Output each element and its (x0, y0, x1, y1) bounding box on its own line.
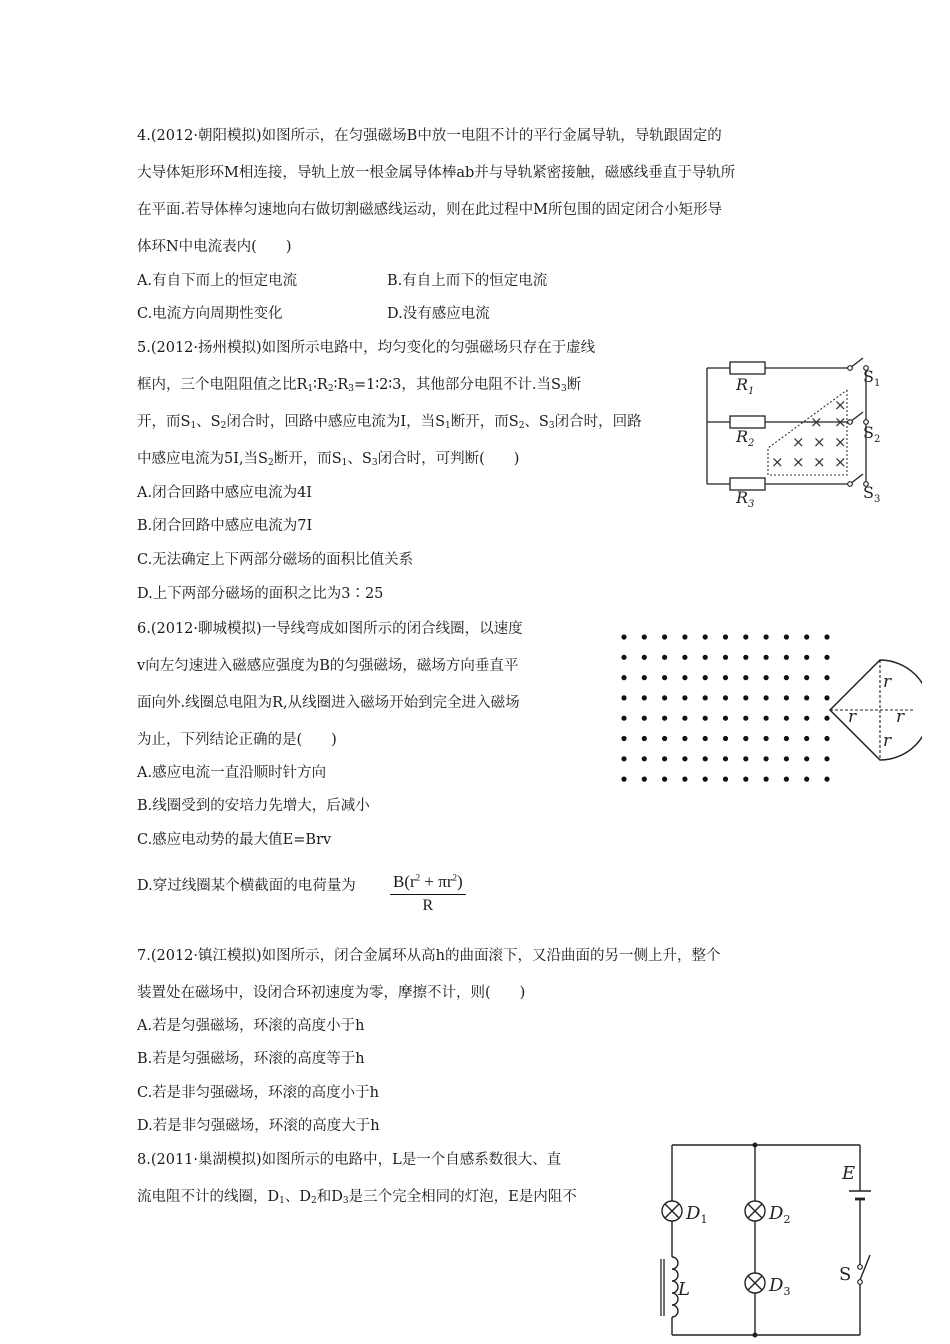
q8-line-1: 8.(2011·巢湖模拟)如图所示的电路中，L是一个自感系数很大、直 (137, 1152, 562, 1168)
q8-label-s: S (839, 1264, 852, 1285)
fraction-denominator: R (422, 897, 434, 914)
field-dot (784, 655, 789, 660)
svg-text:×: × (834, 433, 847, 451)
q6-label-r-top: r (883, 672, 892, 692)
q7-option-d: D.若是非匀强磁场，环滚的高度大于h (137, 1118, 380, 1134)
q6-line-4: 为止，下列结论正确的是( ) (137, 732, 337, 748)
q5-line-4: 中感应电流为5I,当$S_2$断开，而$S_1$、$S_3$闭合时，可判断( ) (137, 451, 520, 468)
q6-coil (830, 660, 922, 760)
q5-label-s3: $S_3$ (863, 483, 881, 505)
q6-option-c: C.感应电动势的最大值E=Brv (137, 832, 332, 848)
field-dot (682, 777, 687, 782)
field-dot (682, 736, 687, 741)
svg-text:×: × (834, 413, 847, 431)
field-dot (804, 716, 809, 721)
field-dot (824, 655, 829, 660)
q8-line-2: 流电阻不计的线圈，$D_1$、$D_2$和$D_3$是三个完全相同的灯泡，E是内阻不 (137, 1189, 577, 1206)
q8-label-l: L (678, 1279, 690, 1300)
field-dot (784, 716, 789, 721)
field-dot (804, 695, 809, 700)
field-dot (723, 736, 728, 741)
q5-option-d: D.上下两部分磁场的面积之比为3∶25 (137, 586, 384, 602)
q5-line-2: 框内，三个电阻阻值之比$R_1∶R_2∶R_3=1∶2∶3$，其他部分电阻不计.当$S_3$断 (137, 377, 582, 394)
field-dot (743, 634, 748, 639)
svg-text:×: × (771, 453, 784, 471)
fraction-numerator: $B(r^2 + \pi r^2)$ (390, 872, 466, 895)
field-dot (784, 736, 789, 741)
q7-option-a: A.若是匀强磁场，环滚的高度小于h (137, 1018, 365, 1034)
field-dot (784, 777, 789, 782)
q6-option-b: B.线圈受到的安培力先增大，后减小 (137, 798, 370, 814)
field-dot (642, 736, 647, 741)
q7-option-c: C.若是非匀强磁场，环滚的高度小于h (137, 1085, 380, 1101)
q4-line-2: 大导体矩形环M相连接，导轨上放一根金属导体棒ab并与导轨紧密接触，磁感线垂直于导轨所 (137, 165, 736, 181)
field-dot (703, 634, 708, 639)
field-dot (824, 736, 829, 741)
field-dot (743, 695, 748, 700)
field-dot (621, 736, 626, 741)
q6-label-r-right: r (896, 707, 905, 727)
field-dot (703, 675, 708, 680)
field-dot (703, 695, 708, 700)
field-dot (682, 695, 687, 700)
svg-text:×: × (813, 433, 826, 451)
field-dot (703, 756, 708, 761)
field-dot (764, 634, 769, 639)
field-dot (642, 655, 647, 660)
q5-option-b: B.闭合回路中感应电流为7I (137, 518, 313, 534)
field-dot (682, 655, 687, 660)
field-dot (621, 756, 626, 761)
q6-option-a: A.感应电流一直沿顺时针方向 (137, 765, 327, 781)
field-dot (764, 756, 769, 761)
field-dot (703, 777, 708, 782)
q6-field-dots (621, 634, 829, 781)
field-dot (682, 756, 687, 761)
field-dot (621, 777, 626, 782)
field-dot (642, 634, 647, 639)
field-dot (804, 756, 809, 761)
field-dot (662, 736, 667, 741)
field-dot (723, 655, 728, 660)
field-dot (621, 675, 626, 680)
field-dot (723, 675, 728, 680)
q5-label-s1: $S_1$ (863, 367, 881, 389)
field-dot (642, 695, 647, 700)
q6-line-2: v向左匀速进入磁感应强度为B的匀强磁场，磁场方向垂直平 (137, 658, 519, 674)
field-dot (764, 675, 769, 680)
q8-label-e: E (842, 1163, 856, 1184)
q4-option-a: A.有自下而上的恒定电流 (137, 273, 298, 289)
q6-line-1: 6.(2012·聊城模拟)一导线弯成如图所示的闭合线圈，以速度 (137, 621, 523, 637)
field-dot (824, 634, 829, 639)
field-dot (784, 756, 789, 761)
field-dot (743, 736, 748, 741)
field-dot (703, 736, 708, 741)
field-dot (723, 756, 728, 761)
field-dot (824, 777, 829, 782)
svg-text:×: × (792, 433, 805, 451)
q8-label-d3: $D_3$ (769, 1275, 791, 1298)
q6-field-figure (612, 625, 922, 790)
q6-label-r-bottom: r (883, 731, 892, 751)
field-dot (784, 675, 789, 680)
field-dot (784, 634, 789, 639)
field-dot (662, 716, 667, 721)
field-dot (824, 716, 829, 721)
q8-label-d2: $D_2$ (769, 1203, 791, 1226)
field-dot (764, 655, 769, 660)
field-dot (703, 716, 708, 721)
q6-option-d: D.穿过线圈某个横截面的电荷量为 (137, 878, 356, 894)
field-dot (642, 716, 647, 721)
field-dot (804, 634, 809, 639)
field-dot (764, 736, 769, 741)
q5-circuit-figure (700, 350, 890, 510)
field-dot (682, 634, 687, 639)
q8-label-d1: $D_1$ (686, 1203, 708, 1226)
q5-label-r1: $R_1$ (736, 375, 755, 397)
field-dot (703, 655, 708, 660)
svg-text:×: × (810, 413, 823, 431)
svg-text:×: × (834, 396, 847, 414)
field-dot (621, 695, 626, 700)
field-dot (723, 634, 728, 639)
q6-charge-fraction (390, 872, 466, 915)
field-dot (642, 777, 647, 782)
field-dot (824, 675, 829, 680)
q5-line-1: 5.(2012·扬州模拟)如图所示电路中，均匀变化的匀强磁场只存在于虚线 (137, 340, 596, 356)
field-dot (682, 675, 687, 680)
q5-label-s2: $S_2$ (863, 423, 881, 445)
field-dot (743, 777, 748, 782)
field-dot (824, 756, 829, 761)
field-dot (764, 716, 769, 721)
field-dot (804, 675, 809, 680)
q5-label-r3: $R_3$ (736, 488, 755, 510)
q7-line-1: 7.(2012·镇江模拟)如图所示，闭合金属环从高h的曲面滚下，又沿曲面的另一侧上升，整个 (137, 948, 721, 964)
q4-option-b: B.有自上而下的恒定电流 (387, 273, 548, 289)
field-dot (662, 675, 667, 680)
q4-option-c: C.电流方向周期性变化 (137, 306, 283, 322)
q6-line-3: 面向外.线圈总电阻为R,从线圈进入磁场开始到完全进入磁场 (137, 695, 520, 711)
field-dot (621, 655, 626, 660)
field-dot (804, 655, 809, 660)
field-dot (784, 695, 789, 700)
field-dot (804, 777, 809, 782)
field-dot (764, 695, 769, 700)
q4-option-d: D.没有感应电流 (387, 306, 490, 322)
field-dot (642, 675, 647, 680)
field-dot (662, 634, 667, 639)
q4-line-1: 4.(2012·朝阳模拟)如图所示，在匀强磁场B中放一电阻不计的平行金属导轨，导轨跟固定的 (137, 128, 722, 144)
q6-label-r-left: r (848, 707, 857, 727)
svg-text:×: × (834, 453, 847, 471)
field-dot (621, 716, 626, 721)
field-dot (642, 756, 647, 761)
field-dot (804, 736, 809, 741)
q5-label-r2: $R_2$ (736, 427, 755, 449)
svg-text:×: × (792, 453, 805, 471)
field-dot (662, 756, 667, 761)
q8-circuit-figure (650, 1135, 890, 1344)
svg-text:×: × (813, 453, 826, 471)
field-dot (743, 756, 748, 761)
field-dot (743, 655, 748, 660)
field-dot (743, 675, 748, 680)
field-dot (743, 716, 748, 721)
field-dot (723, 695, 728, 700)
q5-option-a: A.闭合回路中感应电流为4I (137, 485, 313, 501)
field-dot (824, 695, 829, 700)
field-dot (662, 695, 667, 700)
q4-line-4: 体环N中电流表内( ) (137, 239, 292, 255)
field-dot (682, 716, 687, 721)
field-dot (662, 655, 667, 660)
q7-line-2: 装置处在磁场中，设闭合环初速度为零，摩擦不计，则( ) (137, 985, 526, 1001)
q7-option-b: B.若是匀强磁场，环滚的高度等于h (137, 1051, 365, 1067)
field-dot (723, 777, 728, 782)
q5-line-3: 开，而$S_1$、$S_2$闭合时，回路中感应电流为I，当$S_1$断开，而$S_2$、$S_3$闭合时，回路 (137, 414, 642, 431)
field-dot (723, 716, 728, 721)
field-dot (621, 634, 626, 639)
q4-line-3: 在平面.若导体棒匀速地向右做切割磁感线运动，则在此过程中M所包围的固定闭合小矩形导 (137, 202, 722, 218)
field-dot (662, 777, 667, 782)
q5-field-crosses (771, 396, 847, 471)
field-dot (764, 777, 769, 782)
q5-option-c: C.无法确定上下两部分磁场的面积比值关系 (137, 552, 414, 568)
